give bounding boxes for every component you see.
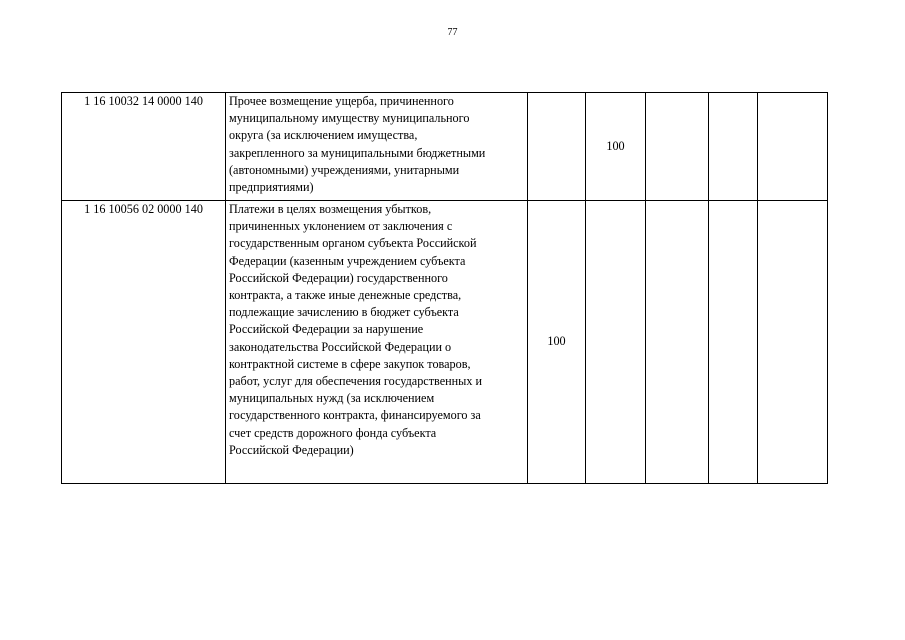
description-line: Российской Федерации за нарушение [229, 322, 424, 337]
budget-code-cell: 1 16 10032 14 0000 140 [62, 93, 226, 201]
description-line: (автономными) учреждениями, унитарными [229, 162, 460, 177]
description-line: муниципальных нужд (за исключением [229, 391, 435, 406]
description-line: Прочее возмещение ущерба, причиненного [229, 94, 454, 108]
table-row [62, 93, 828, 201]
value-cell-5 [646, 201, 709, 484]
value-cell-4: 100 [586, 93, 646, 201]
value-cell-4 [586, 201, 646, 484]
description-line: государственного контракта, финансируемого за [229, 408, 481, 423]
description-line: законодательства Российской Федерации о [229, 339, 452, 354]
description-line: счет средств дорожного фонда субъекта [229, 425, 437, 440]
value-cell-5 [646, 93, 709, 201]
table-row [62, 201, 828, 484]
description-line: причиненных уклонением от заключения с [229, 219, 453, 234]
description-cell [226, 93, 528, 201]
description-line: предприятиями) [229, 180, 314, 195]
description-line: контракта, а также иные денежные средства, [229, 288, 462, 303]
description-cell [226, 201, 528, 484]
description-line: округа (за исключением имущества, [229, 128, 418, 143]
value-cell-7 [758, 201, 828, 484]
budget-code-cell: 1 16 10056 02 0000 140 [62, 201, 226, 484]
description-line: контрактной системе в сфере закупок товаров, [229, 356, 471, 371]
value-cell-3: 100 [528, 201, 586, 484]
value-cell-6 [709, 93, 758, 201]
revenue-table [61, 92, 828, 484]
description-line: Платежи в целях возмещения убытков, [229, 202, 432, 216]
value-cell-6 [709, 201, 758, 484]
description-line: закрепленного за муниципальными бюджетными [229, 145, 486, 160]
page-number: 77 [447, 27, 458, 38]
description-line: Российской Федерации) [229, 442, 354, 457]
description-line: работ, услуг для обеспечения государственных и [229, 374, 483, 389]
description-line: подлежащие зачислению в бюджет субъекта [229, 305, 459, 320]
description-line: муниципальному имуществу муниципального [229, 111, 470, 126]
value-cell-7 [758, 93, 828, 201]
description-line: Федерации (казенным учреждением субъекта [229, 253, 466, 268]
value-cell-3 [528, 93, 586, 201]
description-line: государственным органом субъекта Российской [229, 236, 477, 251]
description-line: Российской Федерации) государственного [229, 270, 448, 285]
